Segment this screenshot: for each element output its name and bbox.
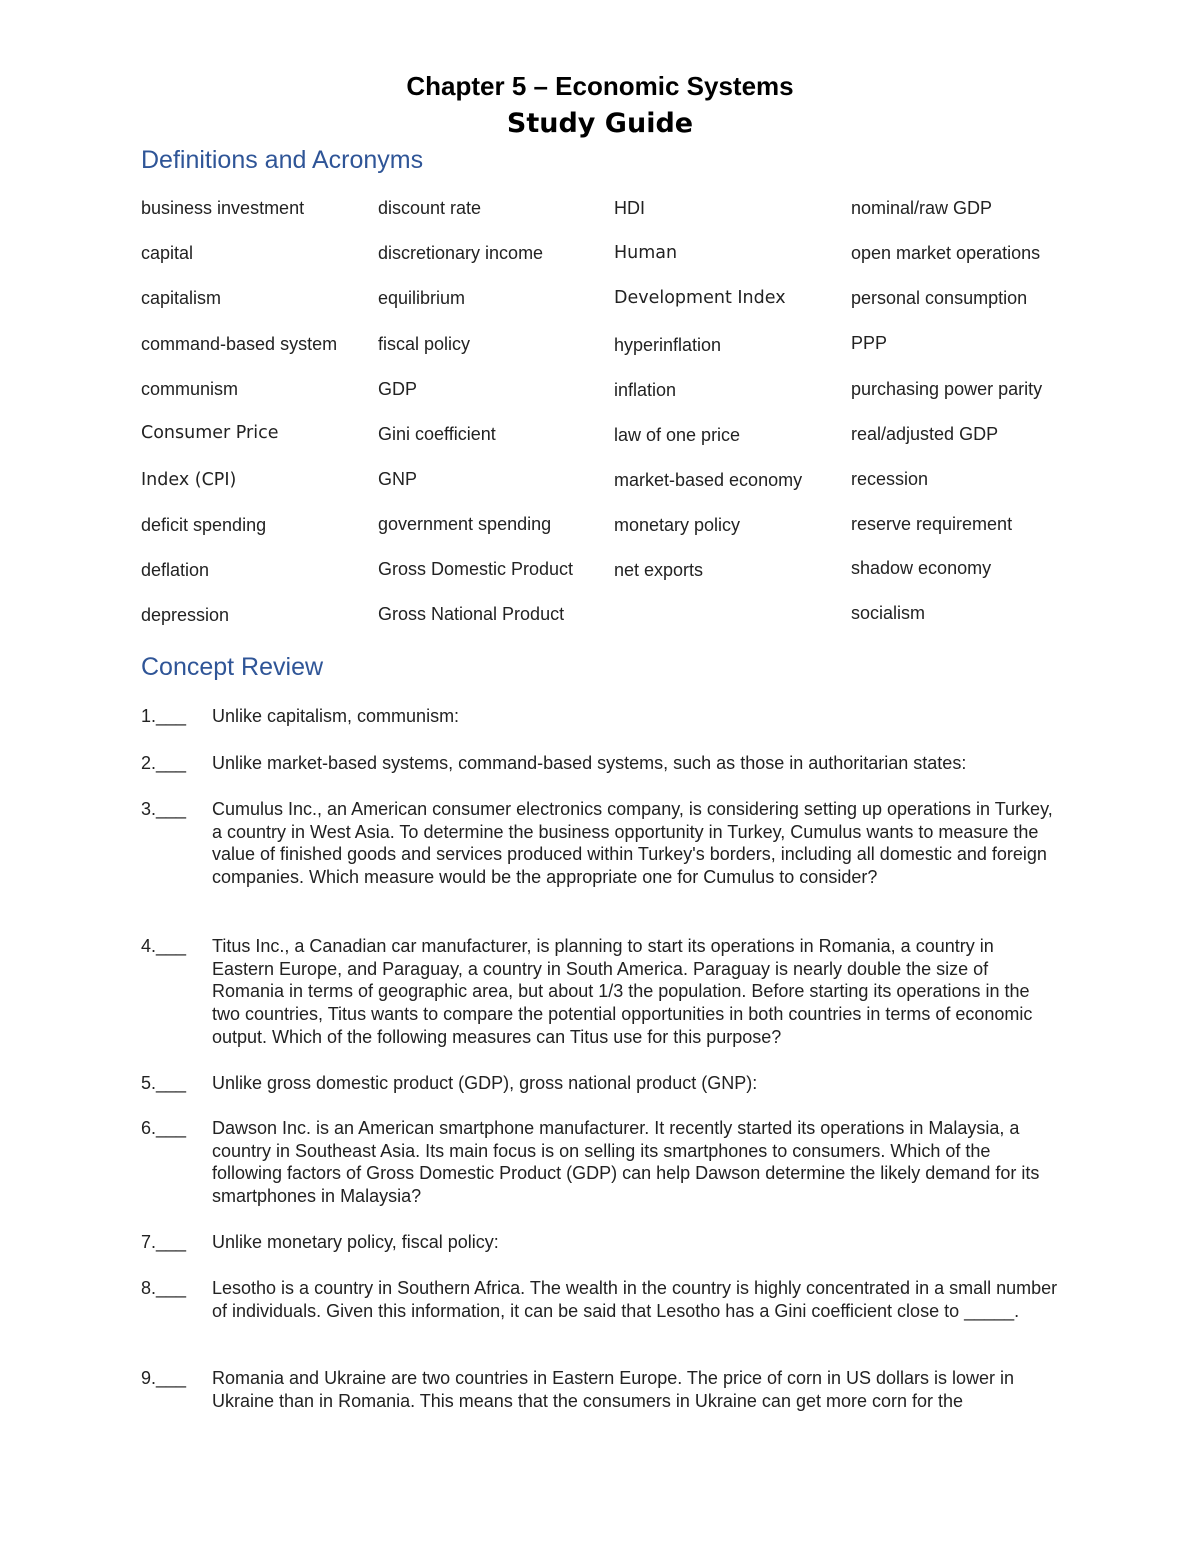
term: law of one price <box>614 425 741 445</box>
question-number: 5.___ <box>141 1073 187 1093</box>
term: Gross National Product <box>378 604 565 624</box>
question-text: Lesotho is a country in Southern Africa. The wealth in the country is highly concentrated in a small number of individuals. Given this information, it can be said that Lesotho has a Gini coefficient close to _____. <box>212 1278 1058 1321</box>
question-text: Titus Inc., a Canadian car manufacturer, is planning to start its operations in Romania, a country in Eastern Europe, and Paraguay, a country in South America. Paraguay is nearly double the size of Romania in terms of geographic area, but about 1/3 the population. Before starting its operations in the two countries, Titus wants to compare the potential opportunities in both countries in terms of economic output. Which of the following measures can Titus use for this purpose? <box>212 936 1033 1047</box>
question-number: 7.___ <box>141 1232 187 1252</box>
term: deficit spending <box>141 515 267 535</box>
question-text: Romania and Ukraine are two countries in Eastern Europe. The price of corn in US dollars is lower in Ukraine than in Romania. This means that the consumers in Ukraine can get more corn for the <box>212 1368 1015 1411</box>
question-text: Unlike monetary policy, fiscal policy: <box>212 1232 499 1252</box>
term: GDP <box>378 379 418 399</box>
question-text: Unlike market-based systems, command-based systems, such as those in authoritarian states: <box>212 753 967 773</box>
definitions-heading: Definitions and Acronyms <box>141 146 424 174</box>
question-number: 6.___ <box>141 1118 187 1138</box>
term: business investment <box>141 198 305 218</box>
question-text: Dawson Inc. is an American smartphone manufacturer. It recently started its operations in Malaysia, a country in Southeast Asia. Its main focus is on selling its smartphones to consumers. Which of the following factors of Gross Domestic Product (GDP) can help Dawson determine the likely demand for its smartphones in Malaysia? <box>212 1118 1040 1207</box>
question-number: 2.___ <box>141 753 187 773</box>
term: shadow economy <box>851 558 992 578</box>
question-number: 1.___ <box>141 706 187 726</box>
question-number: 9.___ <box>141 1368 187 1388</box>
term: net exports <box>614 560 704 580</box>
term: discount rate <box>378 198 482 218</box>
question-number: 4.___ <box>141 936 187 956</box>
term: socialism <box>851 603 926 623</box>
term: PPP <box>851 333 888 353</box>
term: real/adjusted GDP <box>851 424 999 444</box>
term: GNP <box>378 469 418 489</box>
term: depression <box>141 605 230 625</box>
term: government spending <box>378 514 552 534</box>
question-text: Cumulus Inc., an American consumer electronics company, is considering setting up operations in Turkey, a country in West Asia. To determine the business opportunity in Turkey, Cumulus wants to measure the value of finished goods and services produced within Turkey's borders, including all domestic and foreign companies. Which measure would be the appropriate one for Cumulus to consider? <box>212 799 1053 888</box>
term: equilibrium <box>378 288 466 308</box>
question-number: 8.___ <box>141 1278 187 1298</box>
term: deflation <box>141 560 210 580</box>
term: fiscal policy <box>378 334 471 354</box>
term: Gini coefficient <box>378 424 496 444</box>
term: nominal/raw GDP <box>851 198 993 218</box>
page-title: Chapter 5 – Economic Systems <box>406 71 794 101</box>
term: Development Index <box>614 288 786 308</box>
question-text: Unlike capitalism, communism: <box>212 706 460 726</box>
term: command-based system <box>141 334 338 354</box>
term: purchasing power parity <box>851 379 1043 399</box>
term: market-based economy <box>614 470 803 490</box>
question-text: Unlike gross domestic product (GDP), gross national product (GNP): <box>212 1073 758 1093</box>
term: Human <box>614 243 678 263</box>
term: HDI <box>614 198 645 218</box>
term: capitalism <box>141 288 222 308</box>
term: Index (CPI) <box>141 470 237 490</box>
term: open market operations <box>851 243 1041 263</box>
term: Gross Domestic Product <box>378 559 574 579</box>
term: reserve requirement <box>851 514 1013 534</box>
term: communism <box>141 379 239 399</box>
term: discretionary income <box>378 243 544 263</box>
term: capital <box>141 243 194 263</box>
term: personal consumption <box>851 288 1028 308</box>
question-number: 3.___ <box>141 799 187 819</box>
term: monetary policy <box>614 515 741 535</box>
concept-review-heading: Concept Review <box>141 653 324 681</box>
term: Consumer Price <box>141 423 279 443</box>
term: inflation <box>614 380 677 400</box>
page-subtitle: Study Guide <box>506 108 694 139</box>
term: recession <box>851 469 929 489</box>
term: hyperinflation <box>614 335 722 355</box>
